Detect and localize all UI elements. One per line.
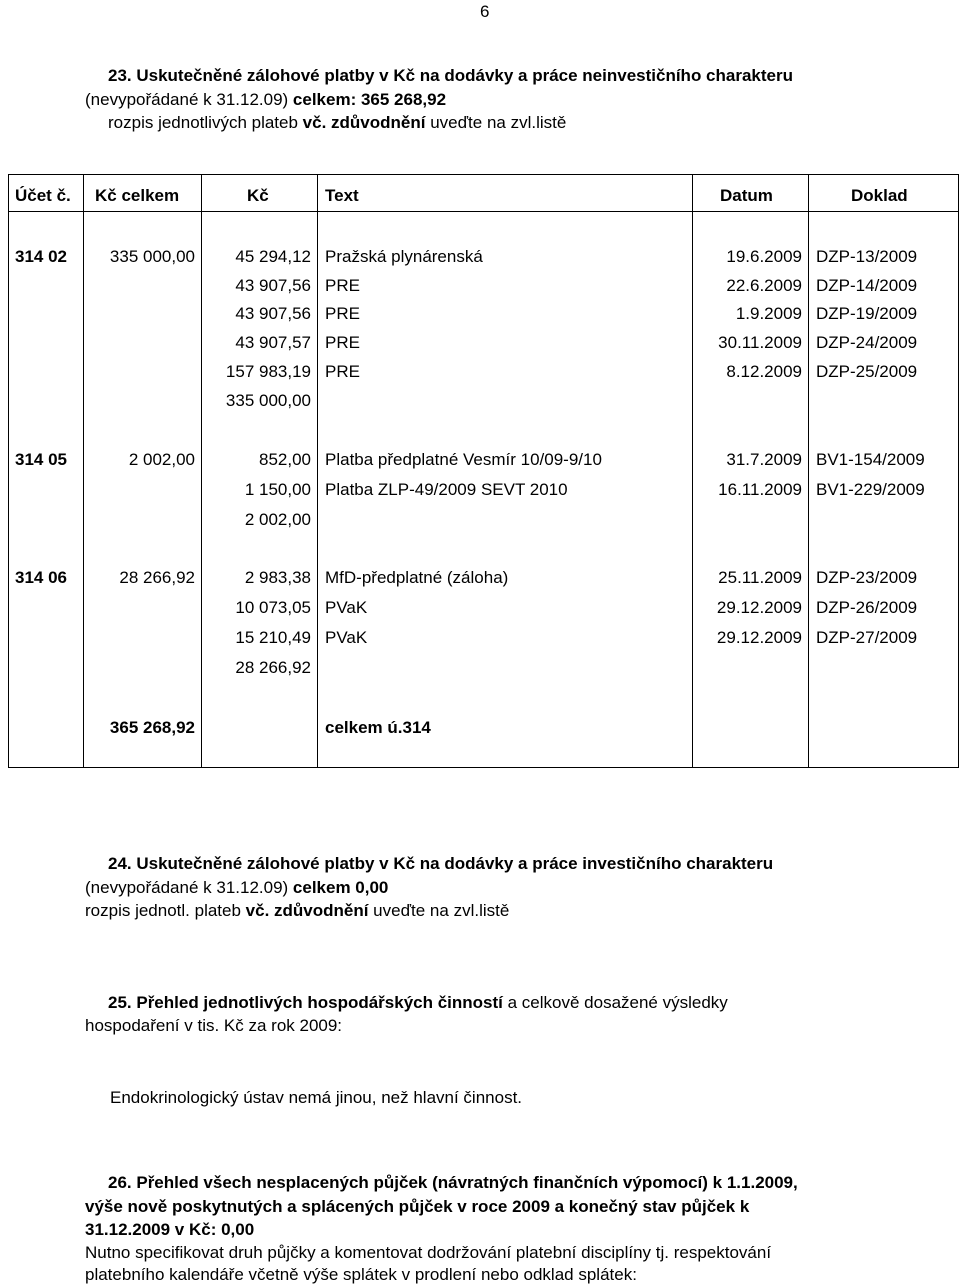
header-text: Text	[325, 186, 359, 205]
instruction-text-2: uveďte na zvl.listě	[368, 901, 510, 920]
row-amount: 2 983,38	[244, 568, 311, 587]
row-text: PRE	[325, 362, 360, 381]
row-text: Platba předplatné Vesmír 10/09-9/10	[325, 450, 602, 469]
section-25-statement: Endokrinologický ústav nemá jinou, než hlavní činnost.	[110, 1088, 523, 1107]
section-24-total: celkem 0,00	[292, 878, 389, 897]
section-26-line5: platebního kalendáře včetně výše splátek v prodlení nebo odklad splátek:	[85, 1265, 637, 1284]
row-amount: 43 907,56	[235, 304, 311, 323]
row-text: PVaK	[325, 598, 368, 617]
row-date: 30.11.2009	[718, 333, 802, 352]
col-divider	[317, 175, 318, 767]
col-divider	[808, 175, 809, 767]
header-kc-celkem: Kč celkem	[95, 186, 180, 205]
header-divider	[9, 211, 958, 212]
header-kc: Kč	[247, 186, 269, 205]
row-document: DZP-24/2009	[816, 333, 918, 352]
row-date: 1.9.2009	[735, 304, 802, 323]
section-25-subtitle: hospodaření v tis. Kč za rok 2009:	[85, 1016, 343, 1035]
instruction-text-1: rozpis jednotlivých plateb	[108, 113, 303, 132]
row-document: DZP-13/2009	[816, 247, 918, 266]
row-amount: 43 907,57	[235, 333, 311, 352]
row-date: 16.11.2009	[718, 480, 802, 499]
account-number: 314 06	[15, 568, 67, 587]
row-text: PRE	[325, 304, 360, 323]
section-23-title: 23. Uskutečněné zálohové platby v Kč na dodávky a práce neinvestičního charakteru	[108, 66, 793, 85]
account-number: 314 02	[15, 247, 67, 266]
row-text: PRE	[325, 276, 360, 295]
row-text: PRE	[325, 333, 360, 352]
section-23-subtitle	[85, 90, 446, 110]
row-document: DZP-19/2009	[816, 304, 918, 323]
row-date: 25.11.2009	[718, 568, 802, 587]
section-24-subtitle	[85, 878, 388, 898]
row-document: BV1-229/2009	[816, 480, 925, 499]
section-25-title-bold: 25. Přehled jednotlivých hospodářských činností	[108, 993, 503, 1012]
account-total: 335 000,00	[109, 247, 195, 266]
row-text: Pražská plynárenská	[325, 247, 483, 266]
section-25-title-normal: a celkově dosažené výsledky	[502, 993, 728, 1012]
row-document: DZP-23/2009	[816, 568, 918, 587]
section-23-instruction	[108, 113, 566, 133]
row-text: MfD-předplatné (záloha)	[325, 568, 509, 587]
row-date: 31.7.2009	[726, 450, 802, 469]
row-amount: 1 150,00	[244, 480, 311, 499]
row-document: DZP-25/2009	[816, 362, 918, 381]
header-datum: Datum	[720, 186, 773, 205]
grand-total-label: celkem ú.314	[325, 718, 431, 737]
row-amount: 43 907,56	[235, 276, 311, 295]
row-text: PVaK	[325, 628, 368, 647]
section-26-line3: 31.12.2009 v Kč: 0,00	[85, 1220, 255, 1239]
section-26-line2: výše nově poskytnutých a splácených půjček v roce 2009 a konečný stav půjček k	[85, 1197, 750, 1216]
instruction-text-2: uveďte na zvl.listě	[425, 113, 567, 132]
row-document: DZP-14/2009	[816, 276, 918, 295]
account-total: 2 002,00	[128, 450, 195, 469]
row-document: BV1-154/2009	[816, 450, 925, 469]
header-doklad: Doklad	[851, 186, 908, 205]
row-date: 8.12.2009	[726, 362, 802, 381]
payments-table	[8, 174, 959, 768]
row-document: DZP-27/2009	[816, 628, 918, 647]
col-divider	[83, 175, 84, 767]
page-number: 6	[480, 2, 490, 21]
section-23-note: (nevypořádané k 31.12.09)	[85, 90, 293, 109]
row-amount: 10 073,05	[235, 598, 311, 617]
row-date: 29.12.2009	[716, 598, 802, 617]
section-26-title: 26. Přehled všech nesplacených půjček (návratných finančních výpomocí) k 1.1.2009,	[108, 1173, 798, 1192]
section-24-note: (nevypořádané k 31.12.09)	[85, 878, 293, 897]
account-number: 314 05	[15, 450, 67, 469]
group-subtotal: 335 000,00	[225, 391, 311, 410]
instruction-bold: vč. zdůvodnění	[302, 113, 426, 132]
section-24-title: 24. Uskutečněné zálohové platby v Kč na dodávky a práce investičního charakteru	[108, 854, 774, 873]
col-divider	[692, 175, 693, 767]
row-date: 19.6.2009	[726, 247, 802, 266]
row-document: DZP-26/2009	[816, 598, 918, 617]
instruction-text-1: rozpis jednotl. plateb	[85, 901, 246, 920]
section-26-line4: Nutno specifikovat druh půjčky a komentovat dodržování platební disciplíny tj. respektování	[85, 1243, 772, 1262]
instruction-bold: vč. zdůvodnění	[245, 901, 369, 920]
row-amount: 852,00	[259, 450, 311, 469]
account-total: 28 266,92	[119, 568, 195, 587]
section-25-title	[108, 993, 728, 1013]
row-amount: 157 983,19	[225, 362, 311, 381]
section-24-instruction	[85, 901, 509, 921]
row-amount: 45 294,12	[235, 247, 311, 266]
col-divider	[201, 175, 202, 767]
group-subtotal: 2 002,00	[244, 510, 311, 529]
row-text: Platba ZLP-49/2009 SEVT 2010	[325, 480, 568, 499]
row-amount: 15 210,49	[235, 628, 311, 647]
row-date: 29.12.2009	[716, 628, 802, 647]
row-date: 22.6.2009	[726, 276, 802, 295]
header-ucet: Účet č.	[15, 186, 71, 205]
group-subtotal: 28 266,92	[235, 658, 311, 677]
grand-total: 365 268,92	[109, 718, 195, 737]
section-23-total: celkem: 365 268,92	[292, 90, 447, 109]
